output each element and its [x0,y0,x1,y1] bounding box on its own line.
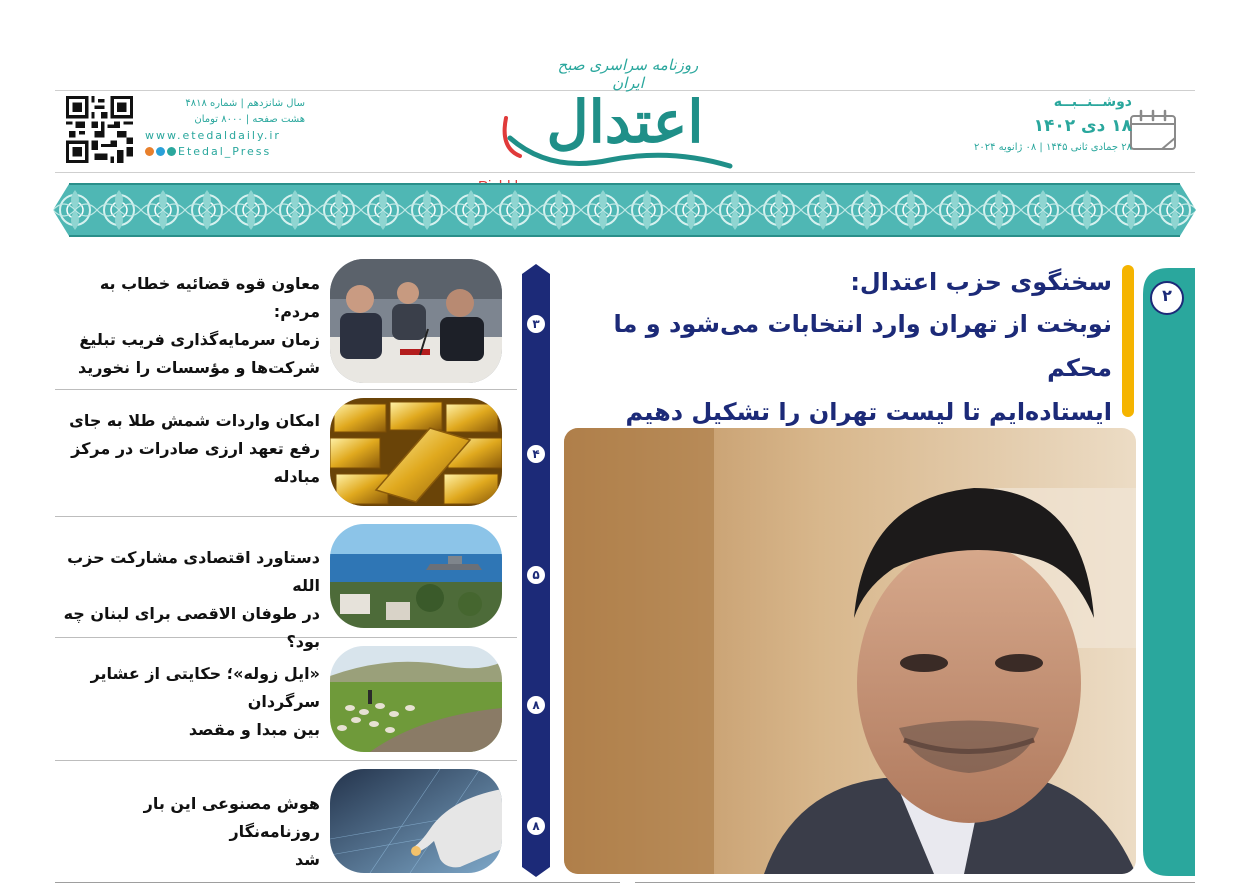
news-item-title[interactable]: معاون قوه قضائیه خطاب به مردم: زمان سرمایه‌گذاری فریب تبلیغ شرکت‌ها و مؤسسات را نخورید [77,274,320,377]
telegram-icon[interactable] [156,147,165,156]
lead-page-number: ۲ [1162,286,1172,305]
calendar-icon [1128,108,1178,152]
issue-year-number: سال شانزدهم | شماره ۴۸۱۸ [185,98,305,109]
news-thumbnail[interactable] [330,398,502,506]
website-link[interactable]: www.etedaldaily.ir [145,129,281,142]
date-block [902,94,1132,153]
date-lunar-gregorian: ۲۸ جمادی ثانی ۱۴۴۵ | ۰۸ ژانویه ۲۰۲۴ [973,142,1132,153]
lead-photo[interactable] [564,428,1136,874]
news-thumbnail[interactable] [330,259,502,383]
news-thumbnail[interactable] [330,524,502,628]
news-thumbnail[interactable] [330,769,502,873]
issue-pages-price: هشت صفحه | ۸۰۰۰ تومان [194,114,305,125]
news-item-title[interactable]: امکان واردات شمش طلا به جای رفع تعهد ارزی صادرات در مرکز مبادله [69,411,320,486]
item-page-badge: ۵ [525,564,547,586]
news-item-title[interactable]: دستاورد اقتصادی مشارکت حزب الله در طوفان الاقصی برای لبنان چه بود؟ [63,548,320,651]
lead-title-line-1: نوبخت از تهران وارد انتخابات می‌شود و ما محکم [613,310,1112,382]
item-page-badge: ۸ [525,694,547,716]
eitaa-icon[interactable] [167,147,176,156]
lead-side-bar [1143,268,1195,876]
weekday: دوشــنــبــه [1053,94,1132,110]
item-page-badge: ۴ [525,443,547,465]
lead-kicker: سخنگوی حزب اعتدال: [850,268,1112,296]
item-separator [55,389,517,390]
ornamental-band [53,180,1196,240]
newspaper-logo: اعتدال [546,88,704,156]
headline-accent-bar [1122,265,1134,417]
qr-code[interactable] [66,96,133,163]
lead-headline[interactable] [560,262,1112,434]
lead-title-line-2: ایستاده‌ایم تا لیست تهران را تشکیل دهیم [625,398,1112,426]
date-solar: ۱۸ دی ۱۴۰۲ [1033,116,1132,136]
item-page-badge: ۳ [525,313,547,335]
news-item-title[interactable]: هوش مصنوعی این بار روزنامه‌نگار شد [143,794,320,869]
news-thumbnail[interactable] [330,646,502,752]
news-item-title[interactable]: «ایل زوله»؛ حکایتی از عشایر سرگردان بین مبدا و مقصد [90,664,320,739]
item-separator [55,760,517,761]
footer-rule [55,882,620,883]
masthead [0,0,1250,178]
issue-info [145,96,305,160]
newspaper-tagline: روزنامه سراسری صبح ایران [557,56,699,92]
item-separator [55,516,517,517]
social-handle-row [145,144,305,160]
footer-rule [635,882,1195,883]
instagram-icon[interactable] [145,147,154,156]
item-page-badge: ۸ [525,815,547,837]
social-handle: Etedal_Press [178,145,272,158]
